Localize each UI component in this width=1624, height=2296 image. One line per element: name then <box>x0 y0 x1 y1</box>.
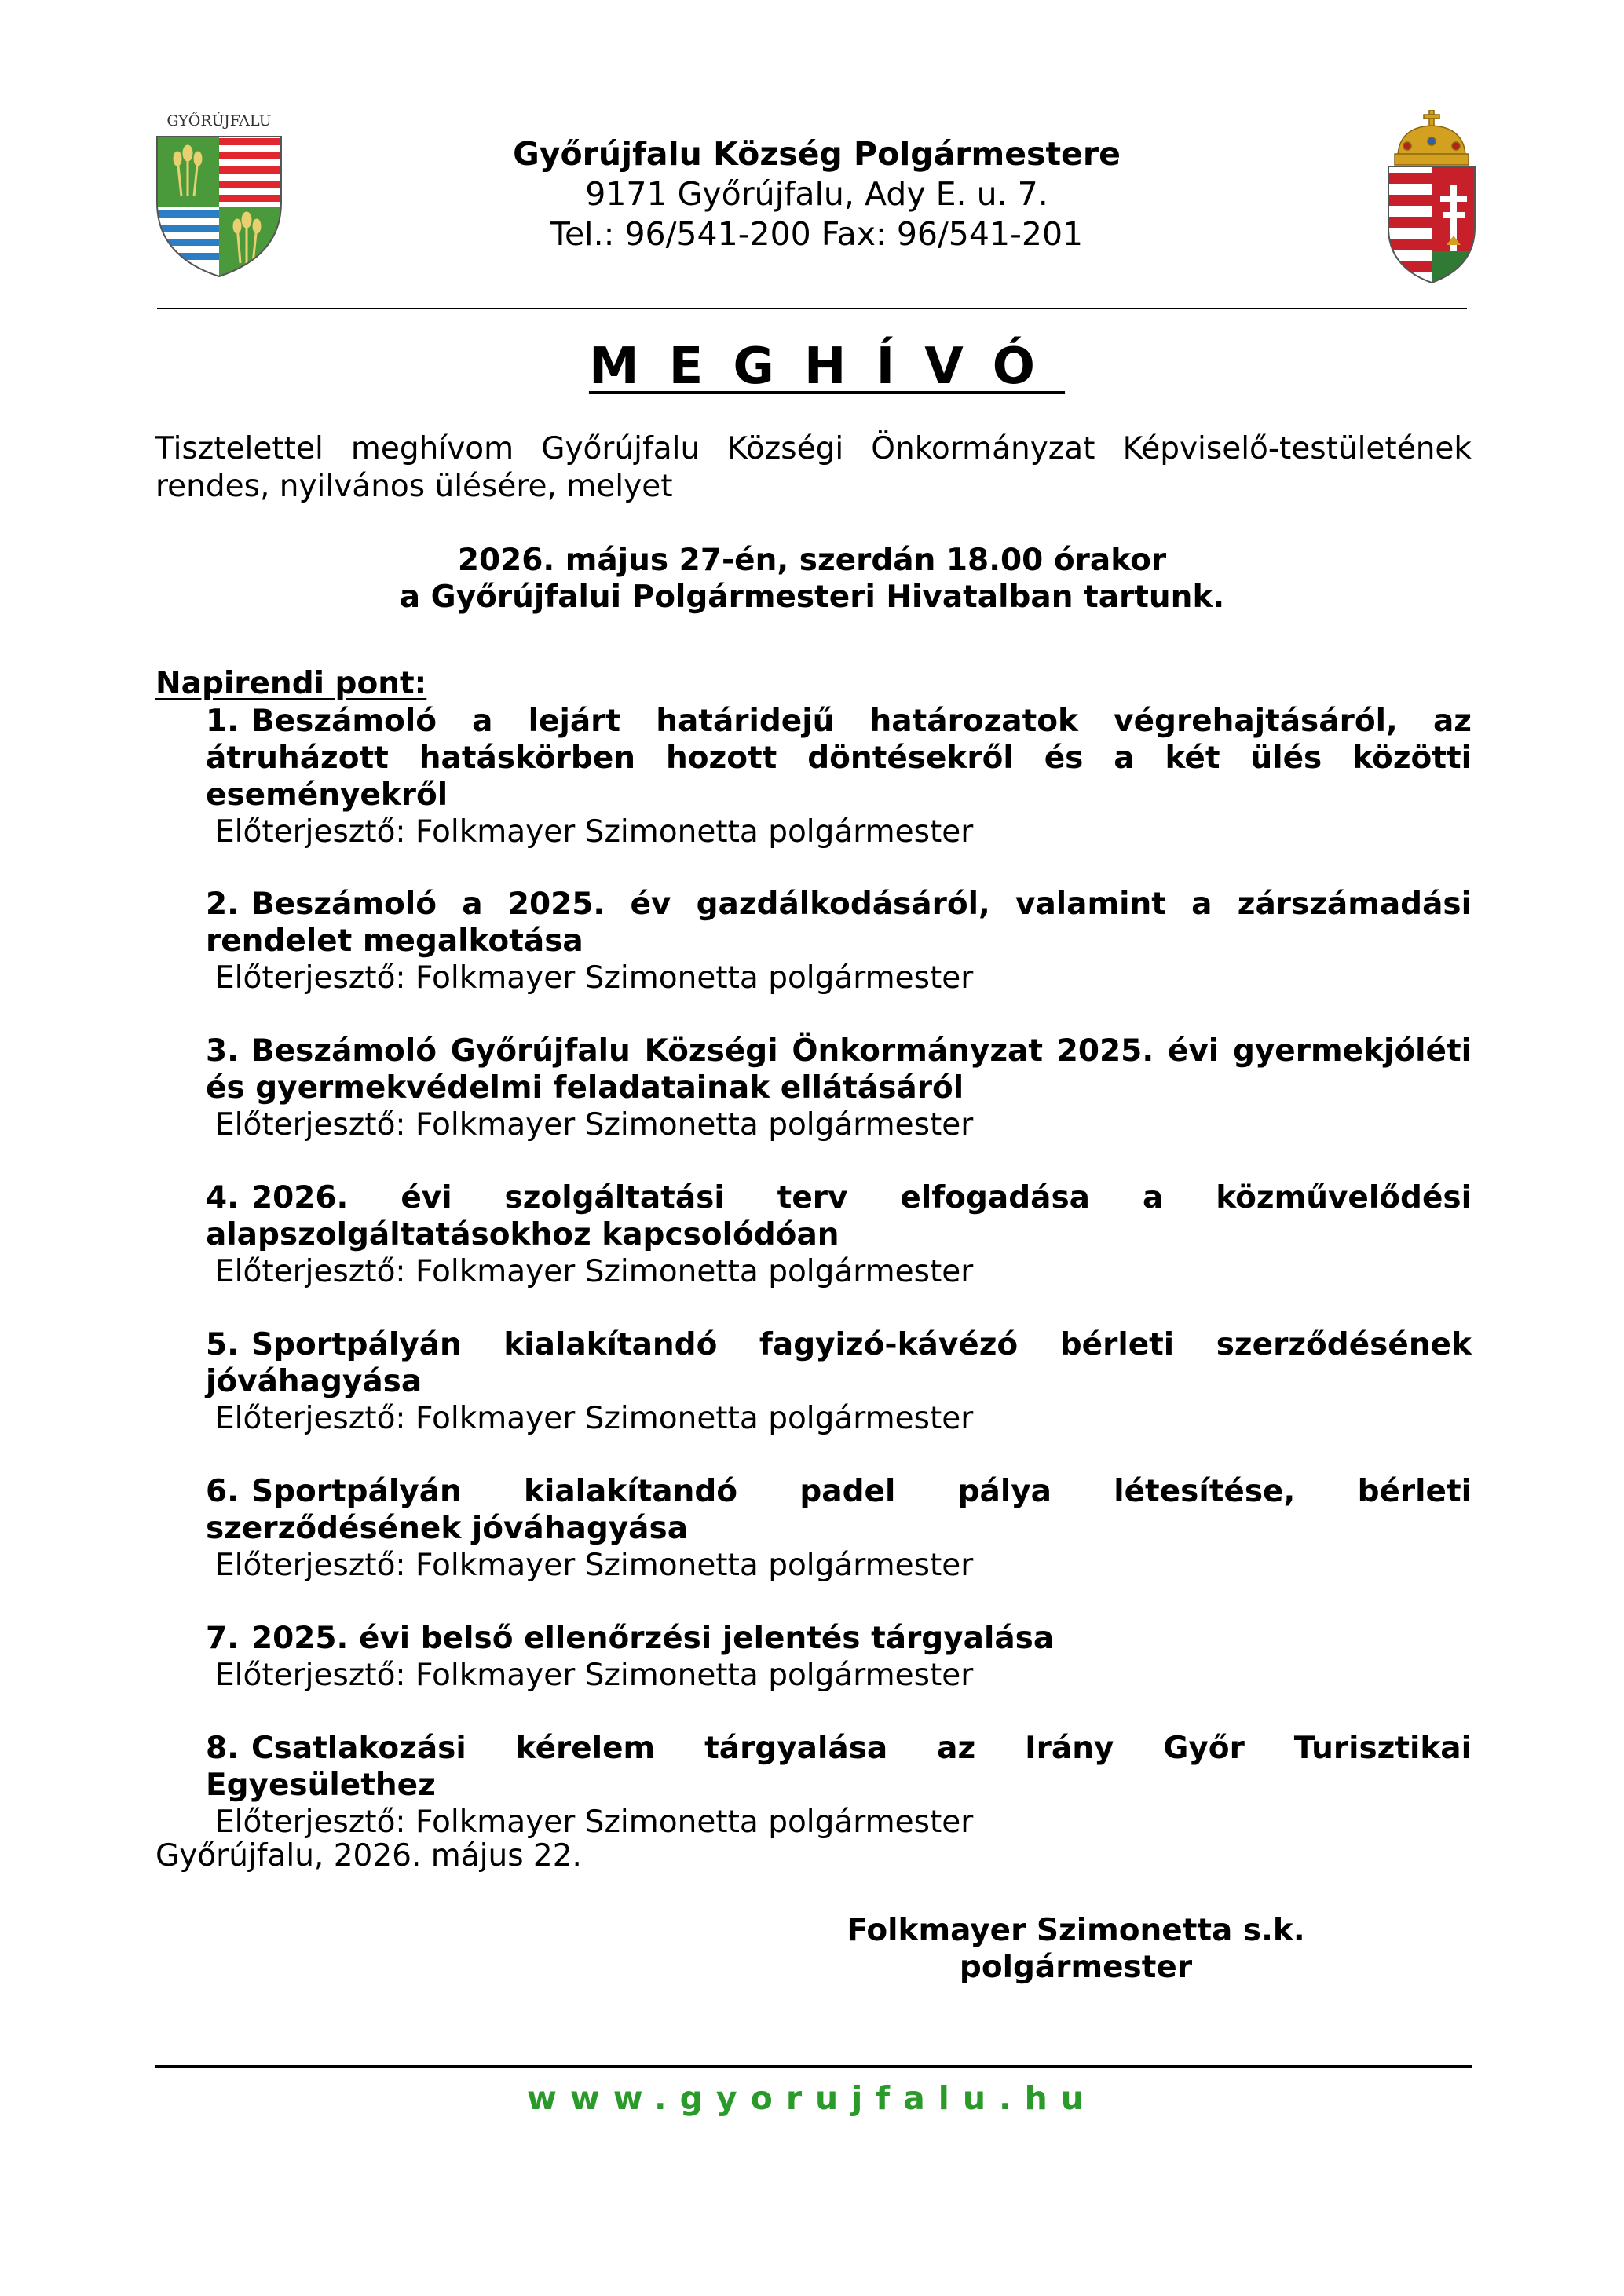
intro-line-2: rendes, nyilvános ülésére, melyet <box>155 469 673 504</box>
agenda-item-number: 3. <box>206 1033 239 1069</box>
signer-name: Folkmayer Szimonetta s.k. <box>847 1913 1305 1948</box>
agenda-item-title: 6. Sportpályán kialakítandó padel pálya létesítése, bérleti szerződésének jóváhagyása <box>206 1474 1472 1546</box>
website-link[interactable]: www.gyorujfalu.hu <box>527 2079 1097 2117</box>
letterhead <box>330 133 1304 254</box>
coat-of-arms-label: GYŐRÚJFALU <box>166 112 272 130</box>
agenda-item-number: 6. <box>206 1474 239 1509</box>
agenda-item-presenter: Előterjesztő: Folkmayer Szimonetta polgármester <box>215 1254 974 1289</box>
signer-role: polgármester <box>959 1950 1193 1985</box>
header-divider <box>157 308 1467 309</box>
meeting-details <box>0 542 1624 616</box>
agenda-item-presenter: Előterjesztő: Folkmayer Szimonetta polgármester <box>215 1804 974 1840</box>
intro-line-1: Tisztelettel meghívom Győrújfalu Községi Önkormányzat Képviselő-testületének <box>155 431 1472 466</box>
agenda-item-title: 5. Sportpályán kialakítandó fagyizó-kávézó bérleti szerződésének jóváhagyása <box>206 1327 1472 1399</box>
agenda-item-presenter: Előterjesztő: Folkmayer Szimonetta polgármester <box>215 1107 974 1143</box>
agenda-item-number: 5. <box>206 1327 239 1362</box>
agenda-item <box>206 1620 1472 1694</box>
agenda-item <box>206 886 1472 996</box>
agenda-item-title: 7. 2025. évi belső ellenőrzési jelentés tárgyalása <box>206 1621 1055 1656</box>
agenda-item-presenter: Előterjesztő: Folkmayer Szimonetta polgármester <box>215 1401 974 1436</box>
agenda-item-title: 2. Beszámoló a 2025. év gazdálkodásáról, valamint a zárszámadási rendelet megalkotása <box>206 887 1472 959</box>
agenda-item-title: 4. 2026. évi szolgáltatási terv elfogadása a közművelődési alapszolgáltatásokhoz kapcsolódóan <box>206 1180 1472 1252</box>
agenda-item-title: 1. Beszámoló a lejárt határidejű határozatok végrehajtásáról, az átruházott hatáskörben hozott döntésekről és a két ülés közötti eseményekről <box>206 704 1472 813</box>
agenda-item-presenter: Előterjesztő: Folkmayer Szimonetta polgármester <box>215 1548 974 1583</box>
agenda-item-title: 8. Csatlakozási kérelem tárgyalása az Irány Győr Turisztikai Egyesülethez <box>206 1731 1472 1803</box>
footer-divider <box>155 2065 1472 2068</box>
agenda-item <box>206 1179 1472 1290</box>
office-contact: Tel.: 96/541-200 Fax: 96/541-201 <box>550 215 1084 253</box>
agenda-item <box>206 1326 1472 1437</box>
agenda-item-presenter: Előterjesztő: Folkmayer Szimonetta polgármester <box>215 1658 974 1693</box>
agenda-item-number: 7. <box>206 1621 239 1656</box>
agenda-item-presenter: Előterjesztő: Folkmayer Szimonetta polgármester <box>215 960 974 996</box>
signature-block <box>817 1912 1335 1986</box>
meeting-place: a Győrújfalui Polgármesteri Hivatalban tartunk. <box>399 579 1225 615</box>
village-coat-of-arms <box>154 110 284 278</box>
agenda-item <box>206 1033 1472 1143</box>
agenda-item <box>206 1473 1472 1584</box>
agenda-item-presenter: Előterjesztő: Folkmayer Szimonetta polgármester <box>215 814 974 850</box>
document-title <box>0 338 1624 396</box>
document-title-text: MEGHÍVÓ <box>588 338 1066 396</box>
agenda-item-number: 4. <box>206 1180 239 1216</box>
office-name: Győrújfalu Község Polgármestere <box>513 135 1121 173</box>
agenda-item <box>206 703 1472 850</box>
document-date: Győrújfalu, 2026. május 22. <box>155 1838 582 1874</box>
office-address: 9171 Győrújfalu, Ady E. u. 7. <box>585 175 1048 213</box>
agenda-item-title: 3. Beszámoló Győrújfalu Községi Önkormányzat 2025. évi gyermekjóléti és gyermekvédelmi feladatainak ellátásáról <box>206 1033 1472 1106</box>
agenda-item-number: 1. <box>206 704 239 739</box>
agenda-heading: Napirendi pont: <box>155 666 427 701</box>
agenda-item-number: 8. <box>206 1731 239 1766</box>
agenda-item <box>206 1730 1472 1841</box>
national-coat-of-arms <box>1384 110 1480 284</box>
agenda-item-number: 2. <box>206 887 239 922</box>
meeting-date: 2026. május 27-én, szerdán 18.00 órakor <box>457 543 1167 578</box>
